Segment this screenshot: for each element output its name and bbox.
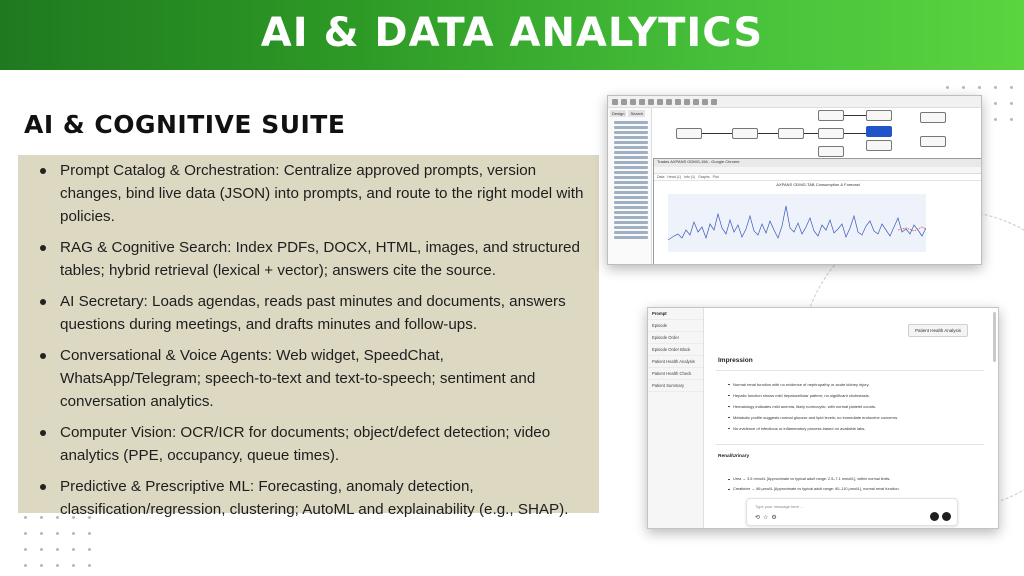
feature-item-predictive-ml: Predictive & Prescriptive ML: Forecasting, anomaly detection, classification/regression, clustering; AutoML and explainability (e.g., SHAP). xyxy=(40,475,585,521)
workflow-node xyxy=(920,112,946,123)
patient-health-analysis-button[interactable]: Patient Health Analysis xyxy=(908,324,968,337)
impression-item: No evidence of infectious or inflammatory process based on available labs. xyxy=(728,426,988,431)
cut-icon xyxy=(639,99,645,105)
workflow-edge xyxy=(844,115,866,116)
forecast-plot xyxy=(668,194,926,252)
tab-plot: Plot xyxy=(712,175,719,179)
workflow-node xyxy=(866,110,892,121)
banner-title: AI & DATA ANALYTICS xyxy=(260,10,764,56)
tab-design: Design xyxy=(612,111,625,116)
sidebar-item-prompt[interactable]: Prompt xyxy=(648,308,703,320)
feature-list xyxy=(18,155,599,521)
header-banner xyxy=(0,0,1024,70)
feature-item-prompt-catalog: Prompt Catalog & Orchestration: Centralize approved prompts, version changes, bind live data (JSON) into prompts, and route to the right model with policies. xyxy=(40,159,585,228)
renal-item: Urea → 3.5 mmol/L [Approximate vs typical adult range: 2.5–7.1 mmol/L], within normal limits. xyxy=(728,477,998,481)
star-icon[interactable]: ☆ xyxy=(763,515,769,521)
forecast-line xyxy=(668,194,926,252)
workflow-node xyxy=(818,128,844,139)
undo-icon xyxy=(666,99,672,105)
sidebar-item-episode-order[interactable]: Episode Order xyxy=(648,332,703,344)
sidebar-item-episode-order-block[interactable]: Episode Order Block xyxy=(648,344,703,356)
workflow-node xyxy=(732,128,758,139)
workflow-edge xyxy=(844,133,866,134)
report-main xyxy=(704,308,998,528)
toolbar xyxy=(608,96,981,108)
message-tools xyxy=(755,514,777,521)
chart-title: AXPANS ODMG-TAB Consumption & Forecast xyxy=(776,182,860,187)
copy-icon xyxy=(648,99,654,105)
impression-list xyxy=(728,382,988,437)
history-icon[interactable]: ⟲ xyxy=(755,515,761,521)
new-icon xyxy=(612,99,618,105)
sidebar-item-episode[interactable]: Episode xyxy=(648,320,703,332)
divider xyxy=(716,444,984,445)
feature-item-computer-vision: Computer Vision: OCR/ICR for documents; object/defect detection; video analytics (PPE, occupancy, queue times). xyxy=(40,421,585,467)
workflow-node xyxy=(676,128,702,139)
scrollbar[interactable] xyxy=(993,312,996,362)
sidebar-item-patient-summary[interactable]: Patient Summary xyxy=(648,380,703,392)
impression-item: Metabolic profile suggests normal glucose and lipid levels; no immediate endocrine concerns. xyxy=(728,415,988,420)
feature-item-ai-secretary: AI Secretary: Loads agendas, reads past minutes and documents, answers questions during meetings, and drafts minutes and follow-ups. xyxy=(40,290,585,336)
workflow-edge xyxy=(758,133,778,134)
tab-head: Head (1) xyxy=(667,175,682,179)
open-icon xyxy=(621,99,627,105)
message-input-box[interactable] xyxy=(746,498,958,526)
search-icon xyxy=(711,99,717,105)
workflow-edge xyxy=(702,133,732,134)
workflow-node-selected xyxy=(866,126,892,137)
decorative-dots-bottom-left xyxy=(24,516,104,576)
zoom-icon xyxy=(702,99,708,105)
workflow-node xyxy=(866,140,892,151)
tab-graphs: Graphs xyxy=(698,175,710,179)
tab-info: Info (1) xyxy=(684,175,696,179)
workflow-node xyxy=(778,128,804,139)
redo-icon xyxy=(675,99,681,105)
sidebar-item-patient-health-analysis[interactable]: Patient Health Analysis xyxy=(648,356,703,368)
chart-window xyxy=(653,158,982,265)
impression-heading: Impression xyxy=(718,357,753,364)
renal-heading: Renal/Urinary xyxy=(718,454,750,459)
node-tree-sidebar xyxy=(608,108,652,264)
workflow-node xyxy=(818,110,844,121)
url-bar xyxy=(654,167,982,174)
settings-icon[interactable]: ⚙ xyxy=(771,515,777,521)
feature-item-rag-search: RAG & Cognitive Search: Index PDFs, DOCX, HTML, images, and structured tables; hybrid retrieval (lexical + vector); answers cite the source. xyxy=(40,236,585,282)
node-tree xyxy=(608,121,651,239)
message-placeholder: Type your message here ... xyxy=(755,504,804,509)
impression-item: Hematology indicates mild anemia, likely normocytic, with normal platelet counts. xyxy=(728,404,988,409)
chart-window-title: Trades AXPANS ODMG-156 - Google Chrome xyxy=(654,159,982,167)
send-icon[interactable] xyxy=(942,512,951,521)
workflow-node xyxy=(920,136,946,147)
divider xyxy=(716,370,984,371)
feature-item-conversational-agents: Conversational & Voice Agents: Web widget, SpeedChat, WhatsApp/Telegram; speech-to-text and text-to-speech; sentiment and conversation analytics. xyxy=(40,344,585,413)
workflow-node xyxy=(818,146,844,157)
microphone-icon[interactable] xyxy=(930,512,939,521)
impression-item: Normal renal function with no evidence of nephropathy or acute kidney injury. xyxy=(728,382,988,387)
save-icon xyxy=(630,99,636,105)
chart-tabs xyxy=(654,174,982,181)
renal-item: Creatinine → 86 µmol/L [Approximate vs typical adult range: 60–110 µmol/L], normal renal function. xyxy=(728,487,998,491)
workflow-edge xyxy=(804,133,818,134)
sidebar-item-patient-health-check[interactable]: Patient Health Check xyxy=(648,368,703,380)
paste-icon xyxy=(657,99,663,105)
run-icon xyxy=(684,99,690,105)
section-heading: AI & COGNITIVE SUITE xyxy=(24,110,346,139)
report-sidebar xyxy=(648,308,704,528)
feature-panel xyxy=(18,155,599,518)
impression-item: Hepatic function shows mild hepatocellular pattern; no significant cholestasis. xyxy=(728,393,988,398)
tab-search: Search xyxy=(630,111,644,116)
workflow-app-screenshot xyxy=(607,95,982,265)
tab-data: Data xyxy=(657,175,665,179)
stop-icon xyxy=(693,99,699,105)
renal-list xyxy=(728,477,998,497)
patient-report-screenshot xyxy=(647,307,999,529)
message-actions xyxy=(930,512,951,521)
